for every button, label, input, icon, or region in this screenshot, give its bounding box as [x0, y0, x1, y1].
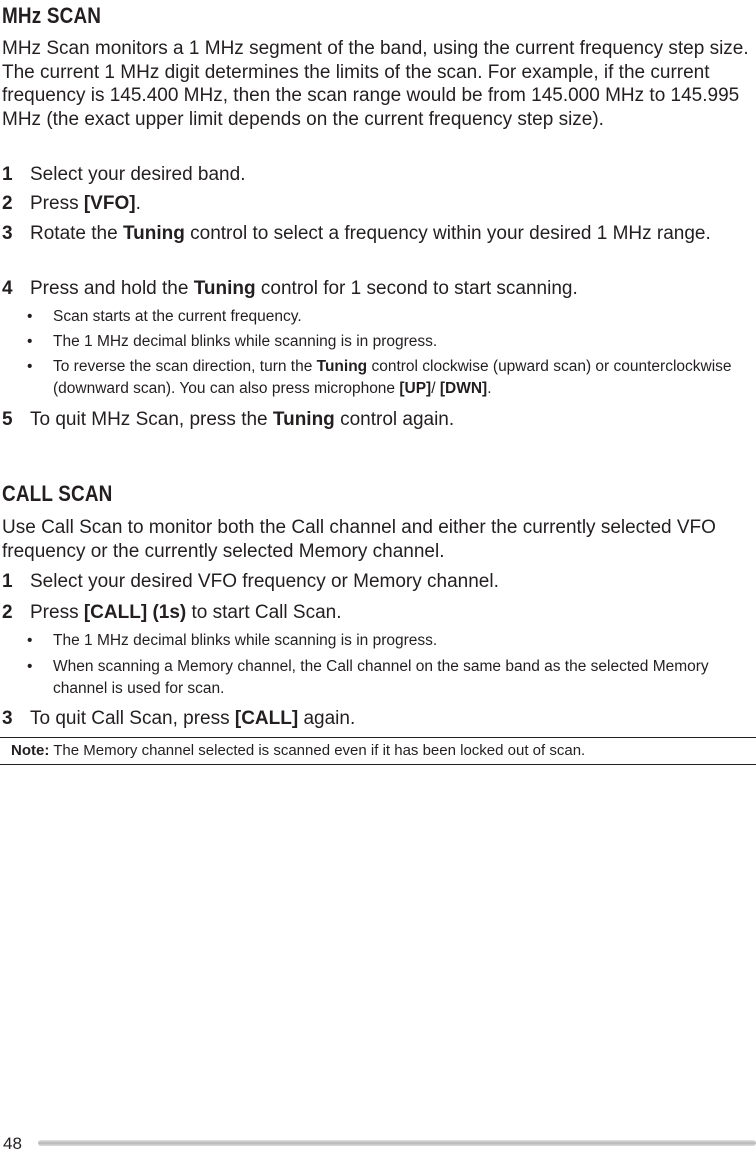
- call-scan-step-1: [2, 570, 742, 594]
- step-number: 1: [2, 164, 13, 185]
- bullet-text: When scanning a Memory channel, the Call channel on the same band as the selected Memory channel is used for scan.: [53, 658, 709, 697]
- bullet-text: The 1 MHz decimal blinks while scanning is in progress.: [53, 333, 438, 350]
- bullet-text: To reverse the scan direction, turn the Tuning control clockwise (upward scan) or counterclockwise (downward scan). You can also press microphone [UP]/ [DWN].: [53, 358, 732, 397]
- key-vfo: [VFO]: [83, 193, 136, 214]
- mhz-scan-step-1: [2, 163, 742, 187]
- note-text: The Memory channel selected is scanned even if it has been locked out of scan.: [53, 742, 586, 759]
- key-up: [UP]: [399, 380, 432, 397]
- control-tuning: Tuning: [272, 409, 335, 430]
- section-heading-call-scan: CALL SCAN: [2, 481, 113, 506]
- call-scan-bullet-2: [2, 656, 742, 700]
- step-text: Press [CALL] (1s) to start Call Scan.: [30, 602, 342, 623]
- note-label: Note:: [11, 742, 50, 759]
- control-tuning: Tuning: [316, 358, 368, 375]
- bullet-dot: •: [27, 333, 33, 350]
- step-text: Select your desired band.: [30, 164, 246, 185]
- step-number: 5: [2, 409, 13, 430]
- mhz-scan-intro: MHz Scan monitors a 1 MHz segment of the band, using the current frequency step size. The current 1 MHz digit determines the limits of the scan. For example, if the current frequency is 145.400 MHz, then the scan range would be from 145.000 MHz to 145.995 MHz (the exact upper limit depends on the current frequency step size).: [2, 38, 749, 130]
- key-call: [CALL]: [234, 708, 299, 729]
- mhz-scan-step-2: [2, 192, 742, 216]
- step-number: 2: [2, 602, 13, 623]
- mhz-scan-step-3: [2, 222, 742, 246]
- bullet-dot: •: [27, 658, 33, 675]
- footer-bar: [38, 1140, 756, 1146]
- mhz-scan-bullet-2: [2, 331, 742, 353]
- mhz-scan-bullet-3: [2, 356, 742, 400]
- key-call-1s: [CALL] (1s): [83, 602, 187, 623]
- mhz-scan-bullet-1: [2, 306, 742, 328]
- step-text: To quit Call Scan, press [CALL] again.: [30, 708, 356, 729]
- step-text: To quit MHz Scan, press the Tuning control again.: [30, 409, 455, 430]
- bullet-dot: •: [27, 308, 33, 325]
- step-text: Press [VFO].: [30, 193, 141, 214]
- section-heading-mhz-scan: MHz SCAN: [2, 3, 102, 28]
- bullet-dot: •: [27, 632, 33, 649]
- bullet-text: Scan starts at the current frequency.: [53, 308, 302, 325]
- step-number: 1: [2, 571, 13, 592]
- step-number: 4: [2, 278, 13, 299]
- page-number: 48: [3, 1134, 22, 1153]
- step-number: 2: [2, 193, 13, 214]
- control-tuning: Tuning: [193, 278, 256, 299]
- note-box: [0, 737, 756, 765]
- mhz-scan-step-5: [2, 408, 742, 432]
- step-text: Press and hold the Tuning control for 1 second to start scanning.: [30, 278, 578, 299]
- step-number: 3: [2, 708, 13, 729]
- step-number: 3: [2, 223, 13, 244]
- call-scan-step-3: [2, 707, 742, 731]
- mhz-scan-step-4: [2, 277, 742, 301]
- call-scan-step-2: [2, 601, 742, 625]
- key-dwn: [DWN]: [439, 380, 488, 397]
- bullet-dot: •: [27, 358, 33, 375]
- bullet-text: The 1 MHz decimal blinks while scanning is in progress.: [53, 632, 438, 649]
- step-text: Select your desired VFO frequency or Memory channel.: [30, 571, 499, 592]
- call-scan-intro: Use Call Scan to monitor both the Call channel and either the currently selected VFO frequency or the currently selected Memory channel.: [2, 517, 716, 562]
- step-text: Rotate the Tuning control to select a frequency within your desired 1 MHz range.: [30, 223, 711, 244]
- call-scan-bullet-1: [2, 630, 742, 652]
- control-tuning: Tuning: [122, 223, 185, 244]
